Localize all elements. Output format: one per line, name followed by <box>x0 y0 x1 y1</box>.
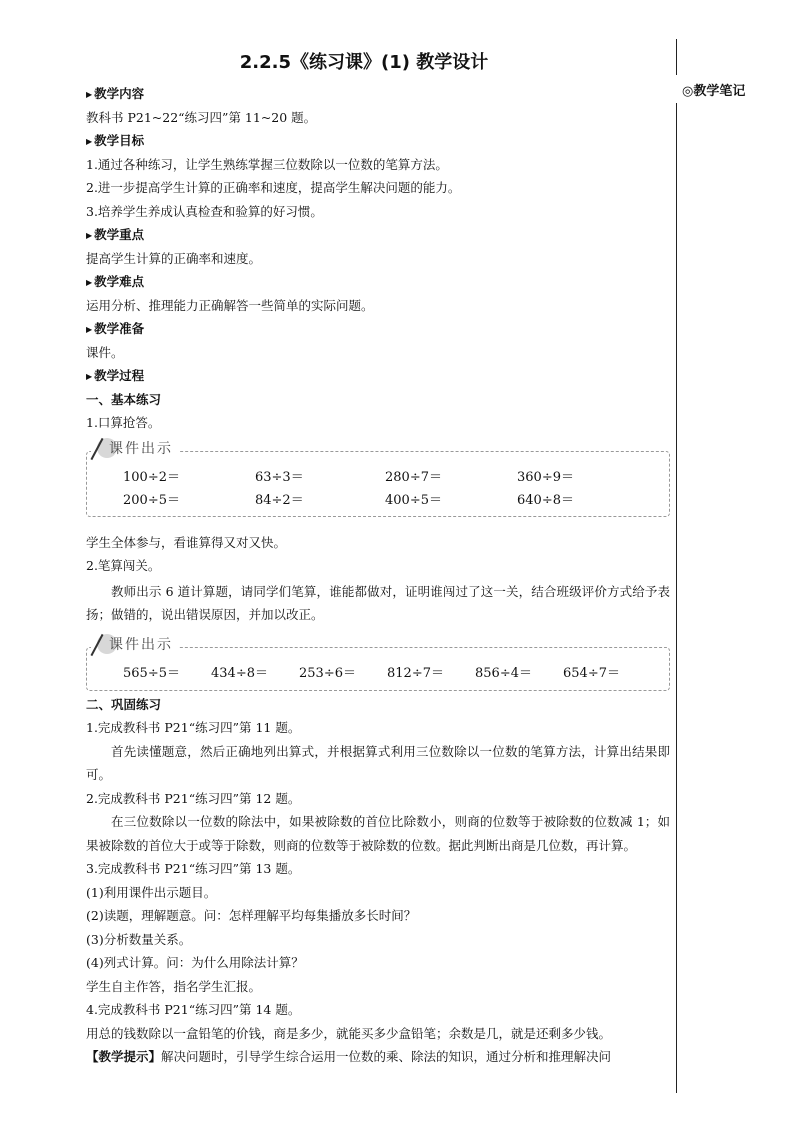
oral-problem: 400÷5＝ <box>385 492 442 508</box>
section-heading-keypoint: ▶ 教学重点 <box>86 227 145 242</box>
oral-problem: 84÷2＝ <box>255 492 304 508</box>
section-heading-goals: ▶ 教学目标 <box>86 133 145 148</box>
written-problem: 812÷7＝ <box>387 665 444 681</box>
pen-icon <box>91 437 105 459</box>
exercise-step: (1)利用课件出示题目。 <box>86 884 217 900</box>
goal-item: 3.培养学生养成认真检查和验算的好习惯。 <box>86 203 323 219</box>
part1-item2: 2.笔算闯关。 <box>86 558 161 573</box>
exercise-step: (2)读题，理解题意。问：怎样理解平均每集播放多长时间？ <box>86 908 417 923</box>
section-heading-difficulty: ▶ 教学难点 <box>86 274 145 289</box>
triangle-bullet-icon: ▶ <box>86 231 93 240</box>
written-problem: 253÷6＝ <box>299 665 356 681</box>
exercise-description: 首先读懂题意，然后正确地列出算式，并根据算式利用三位数除以一位数的笔算方法，计算出结果即可。 <box>86 743 670 782</box>
section-heading-process: ▶ 教学过程 <box>86 368 145 383</box>
section-heading-content: ▶ 教学内容 <box>86 86 145 101</box>
written-problem: 565÷5＝ <box>123 665 180 681</box>
exercise-item: 4.完成教科书 P21“练习四”第 14 题。 <box>86 1002 301 1017</box>
oral-problem: 100÷2＝ <box>123 469 180 485</box>
triangle-bullet-icon: ▶ <box>86 137 93 146</box>
oral-row <box>123 466 669 489</box>
oral-row <box>123 489 669 512</box>
part1-item1: 1.口算抢答。 <box>86 415 161 430</box>
margin-rule <box>676 103 677 1093</box>
oral-problem-grid <box>87 452 669 516</box>
tip-text: 解决问题时，引导学生综合运用一位数的乘、除法的知识，通过分析和推理解决问 <box>161 1049 612 1064</box>
difficulty-text: 运用分析、推理能力正确解答一些简单的实际问题。 <box>86 297 374 313</box>
oral-problem: 280÷7＝ <box>385 469 442 485</box>
margin-rule-top <box>676 39 677 75</box>
keypoint-text: 提高学生计算的正确率和速度。 <box>86 250 262 266</box>
courseware-header <box>91 633 179 655</box>
prep-text: 课件。 <box>86 344 124 360</box>
courseware-header <box>91 437 179 459</box>
oral-problem: 200÷5＝ <box>123 492 180 508</box>
written-problem: 856÷4＝ <box>475 665 532 681</box>
triangle-bullet-icon: ▶ <box>86 90 93 99</box>
part2-heading: 二、巩固练习 <box>86 696 162 712</box>
courseware-label: 课件出示 <box>109 440 173 457</box>
document-body <box>86 82 670 1069</box>
exercise-description: 用总的钱数除以一盒铅笔的价钱，商是多少，就能买多少盒铅笔；余数是几，就是还剩多少钱。 <box>86 1025 612 1041</box>
goal-item: 2.进一步提高学生计算的正确率和速度，提高学生解决问题的能力。 <box>86 180 461 195</box>
exercise-item: 1.完成教科书 P21“练习四”第 11 题。 <box>86 720 301 735</box>
after-oral-text: 学生全体参与，看谁算得又对又快。 <box>86 534 287 550</box>
part1-heading: 一、基本练习 <box>86 391 162 407</box>
tip-label: 【教学提示】 <box>86 1049 162 1064</box>
courseware-box-oral <box>86 440 670 517</box>
exercise-note: 学生自主作答，指名学生汇报。 <box>86 978 262 994</box>
teaching-notes-label: ◎教学笔记 <box>682 84 746 99</box>
goal-item: 1.通过各种练习，让学生熟练掌握三位数除以一位数的笔算方法。 <box>86 156 448 172</box>
item2-description: 教师出示 6 道计算题，请同学们笔算，谁能都做对，证明谁闯过了这一关，结合班级评价方式给予表扬；做错的，说出错误原因，并加以改正。 <box>86 583 670 622</box>
exercise-item: 2.完成教科书 P21“练习四”第 12 题。 <box>86 790 301 806</box>
courseware-box-written <box>86 636 670 691</box>
courseware-label: 课件出示 <box>109 636 173 653</box>
section-heading-prep: ▶ 教学准备 <box>86 321 145 336</box>
triangle-bullet-icon: ▶ <box>86 325 93 334</box>
oral-problem: 640÷8＝ <box>517 492 574 508</box>
oral-problem: 360÷9＝ <box>517 469 574 485</box>
written-problem: 434÷8＝ <box>211 665 268 681</box>
oral-problem: 63÷3＝ <box>255 469 304 485</box>
page-title: 2.2.5《练习课》(1) 教学设计 <box>239 52 489 73</box>
pen-icon <box>91 633 105 655</box>
content-text: 教科书 P21~22“练习四”第 11~20 题。 <box>86 109 317 125</box>
exercise-item: 3.完成教科书 P21“练习四”第 13 题。 <box>86 861 301 876</box>
exercise-step: (4)列式计算。问：为什么用除法计算？ <box>86 955 304 970</box>
written-problem: 654÷7＝ <box>563 665 620 681</box>
exercise-description: 在三位数除以一位数的除法中，如果被除数的首位比除数小，则商的位数等于被除数的位数减 1；如果被除数的首位大于或等于除数，则商的位数等于被除数的位数。据此判断出商是几位数，再计算。 <box>86 814 670 853</box>
triangle-bullet-icon: ▶ <box>86 372 93 381</box>
exercise-step: (3)分析数量关系。 <box>86 931 192 947</box>
teaching-tip <box>86 1045 670 1069</box>
triangle-bullet-icon: ▶ <box>86 278 93 287</box>
